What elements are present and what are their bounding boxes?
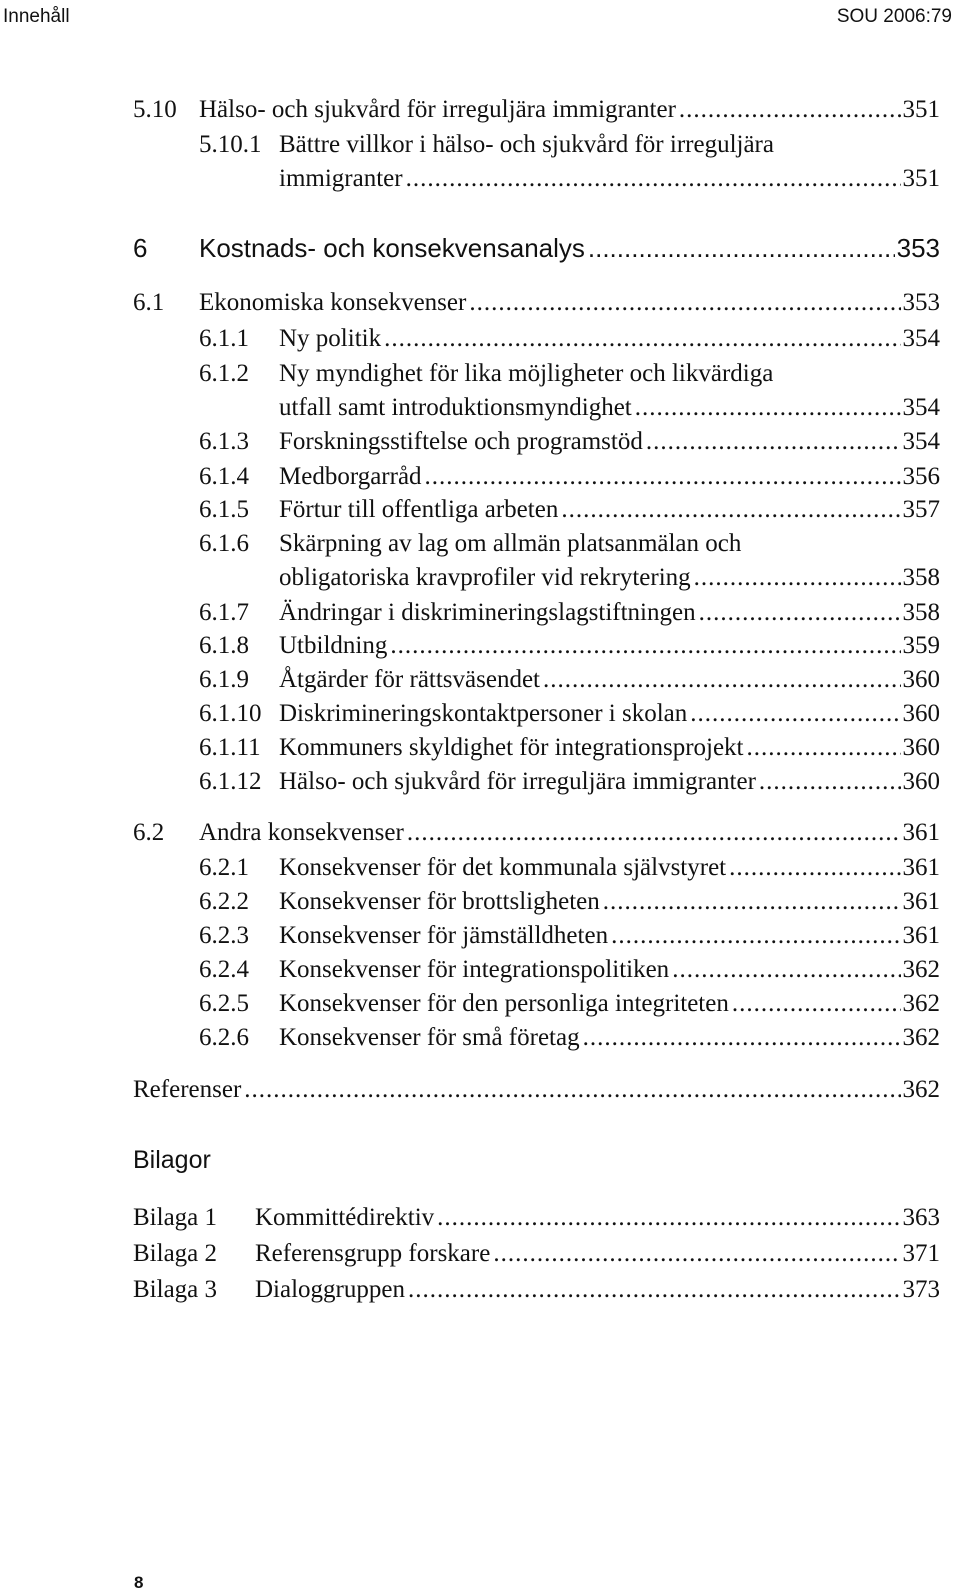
toc-entry-page: 354	[902, 325, 940, 352]
toc-entry-page: 360	[902, 768, 940, 795]
toc-entry-number: 6.1.8	[199, 632, 249, 659]
running-header	[0, 0, 960, 40]
toc-entry-page: 363	[902, 1204, 940, 1231]
dot-leader	[543, 663, 901, 697]
toc-entry-title: Kostnads- och konsekvensanalys	[199, 233, 585, 263]
toc-entry-number: Bilaga 3	[133, 1276, 218, 1303]
toc-entry-title: Kommittédirektiv	[255, 1204, 435, 1231]
toc-entry-page: 361	[902, 922, 940, 949]
toc-entry-number: 6.2.6	[199, 1024, 249, 1051]
toc-entry-number: 6.1.7	[199, 599, 249, 626]
toc-entry-page: 357	[902, 496, 940, 523]
toc-entry-title: Ny myndighet för lika möjligheter och likvärdiga	[279, 360, 774, 387]
toc-entry-page: 353	[896, 233, 940, 263]
dot-leader	[588, 231, 895, 265]
dot-leader	[679, 93, 901, 127]
toc-entry-title: Ny politik	[279, 325, 382, 352]
toc-entry-title: Andra konsekvenser	[199, 819, 404, 846]
toc-entry-page: 373	[902, 1276, 940, 1303]
toc-entry-page: 371	[902, 1240, 940, 1267]
toc-entry-page: 361	[902, 888, 940, 915]
toc-entry-number: 6.2.1	[199, 854, 249, 881]
toc-entry-title: Diskrimineringskontaktpersoner i skolan	[279, 700, 688, 727]
toc-entry-number: 6.2	[133, 819, 165, 846]
dot-leader	[611, 919, 900, 953]
dot-leader	[583, 1021, 901, 1055]
toc-entry-title: Konsekvenser för den personliga integriteten	[279, 990, 729, 1017]
dot-leader	[469, 286, 900, 320]
toc-entry-title: Utbildning	[279, 632, 388, 659]
toc-entry-title: Konsekvenser för brottsligheten	[279, 888, 600, 915]
toc-entry-title: Referenser	[133, 1076, 242, 1103]
toc-entry-page: 361	[902, 854, 940, 881]
toc-entry-page: 360	[902, 734, 940, 761]
toc-entry-page: 354	[902, 428, 940, 455]
page-number: 8	[134, 1573, 144, 1592]
toc-entry-number: Bilaga 1	[133, 1204, 218, 1231]
dot-leader	[408, 1273, 901, 1307]
toc-entry-page: 358	[902, 599, 940, 626]
toc-entry-title: Dialoggruppen	[255, 1276, 405, 1303]
dot-leader	[493, 1237, 900, 1271]
dot-leader	[699, 596, 901, 630]
dot-leader	[694, 561, 901, 595]
dot-leader	[672, 953, 900, 987]
toc-entry-number: 6.1.6	[199, 530, 249, 557]
toc-entry-number: 6.1.4	[199, 463, 249, 490]
toc-entry-title: utfall samt introduktionsmyndighet	[279, 394, 632, 421]
toc-entry-number: 5.10	[133, 96, 177, 123]
toc-entry-page: 354	[902, 394, 940, 421]
dot-leader	[729, 851, 900, 885]
toc-entry-page: 361	[902, 819, 940, 846]
toc-entry-title: Skärpning av lag om allmän platsanmälan och	[279, 530, 742, 557]
toc-entry-title: Referensgrupp forskare	[255, 1240, 491, 1267]
toc-entry-title: Kommuners skyldighet för integrationsprojekt	[279, 734, 744, 761]
header-document-id: SOU 2006:79	[836, 6, 952, 27]
toc-entry-number: 6.1.12	[199, 768, 262, 795]
dot-leader	[747, 731, 901, 765]
dot-leader	[732, 987, 901, 1021]
toc-entry-page: 353	[902, 289, 940, 316]
toc-entry-page: 362	[902, 956, 940, 983]
dot-leader	[437, 1201, 900, 1235]
dot-leader	[384, 322, 900, 356]
toc-entry-title: Förtur till offentliga arbeten	[279, 496, 559, 523]
toc-entry-number: 6.1.9	[199, 666, 249, 693]
bilagor-heading: Bilagor	[133, 1146, 211, 1174]
dot-leader	[690, 697, 900, 731]
toc-entry-number: 6.1.3	[199, 428, 249, 455]
toc-entry-page: 360	[902, 700, 940, 727]
toc-entry-page: 358	[902, 564, 940, 591]
toc-entry-title: Konsekvenser för integrationspolitiken	[279, 956, 670, 983]
toc-entry-title: Ändringar i diskrimineringslagstiftningen	[279, 599, 696, 626]
toc-entry-title: Hälso- och sjukvård för irreguljära immigranter	[279, 768, 756, 795]
toc-entry-page: 356	[902, 463, 940, 490]
dot-leader	[646, 425, 901, 459]
toc-entry-number: 6.1	[133, 289, 165, 316]
dot-leader	[390, 629, 900, 663]
dot-leader	[759, 765, 901, 799]
toc-entry-number: 6.2.4	[199, 956, 249, 983]
toc-entry-page: 359	[902, 632, 940, 659]
toc-entry-title: Hälso- och sjukvård för irreguljära immigranter	[199, 96, 676, 123]
toc-entry-title: Konsekvenser för det kommunala självstyret	[279, 854, 727, 881]
toc-entry-title: Konsekvenser för små företag	[279, 1024, 580, 1051]
toc-entry-number: 6.1.2	[199, 360, 249, 387]
toc-entry-number: 6.1.1	[199, 325, 249, 352]
toc-entry-page: 362	[902, 990, 940, 1017]
toc-entry-page: 351	[902, 96, 940, 123]
toc-entry-page: 360	[902, 666, 940, 693]
toc-entry-page: 362	[902, 1076, 940, 1103]
toc-entry-title: Åtgärder för rättsväsendet	[279, 666, 540, 693]
dot-leader	[406, 162, 901, 196]
dot-leader	[425, 460, 901, 494]
dot-leader	[603, 885, 901, 919]
toc-entry-title: Konsekvenser för jämställdheten	[279, 922, 609, 949]
toc-entry-number: 6.1.10	[199, 700, 262, 727]
toc-entry-number: 5.10.1	[199, 131, 262, 158]
header-section-title: Innehåll	[3, 6, 70, 27]
toc-entry-title: Medborgarråd	[279, 463, 422, 490]
toc-entry-number: 6.1.11	[199, 734, 261, 761]
dot-leader	[407, 816, 901, 850]
toc-entry-number: 6.2.2	[199, 888, 249, 915]
dot-leader	[561, 493, 900, 527]
toc-entry-title: Bättre villkor i hälso- och sjukvård för irreguljära	[279, 131, 774, 158]
toc-entry-number: 6	[133, 233, 148, 263]
toc-entry-title: Ekonomiska konsekvenser	[199, 289, 467, 316]
toc-entry-number: 6.2.5	[199, 990, 249, 1017]
toc-entry-title: Forskningsstiftelse och programstöd	[279, 428, 643, 455]
toc-entry-title: immigranter	[279, 165, 403, 192]
dot-leader	[244, 1073, 900, 1107]
toc-entry-title: obligatoriska kravprofiler vid rekrytering	[279, 564, 691, 591]
toc-entry-number: Bilaga 2	[133, 1240, 218, 1267]
toc-entry-number: 6.2.3	[199, 922, 249, 949]
toc-entry-page: 351	[902, 165, 940, 192]
toc-entry-page: 362	[902, 1024, 940, 1051]
dot-leader	[635, 391, 901, 425]
toc-entry-number: 6.1.5	[199, 496, 249, 523]
